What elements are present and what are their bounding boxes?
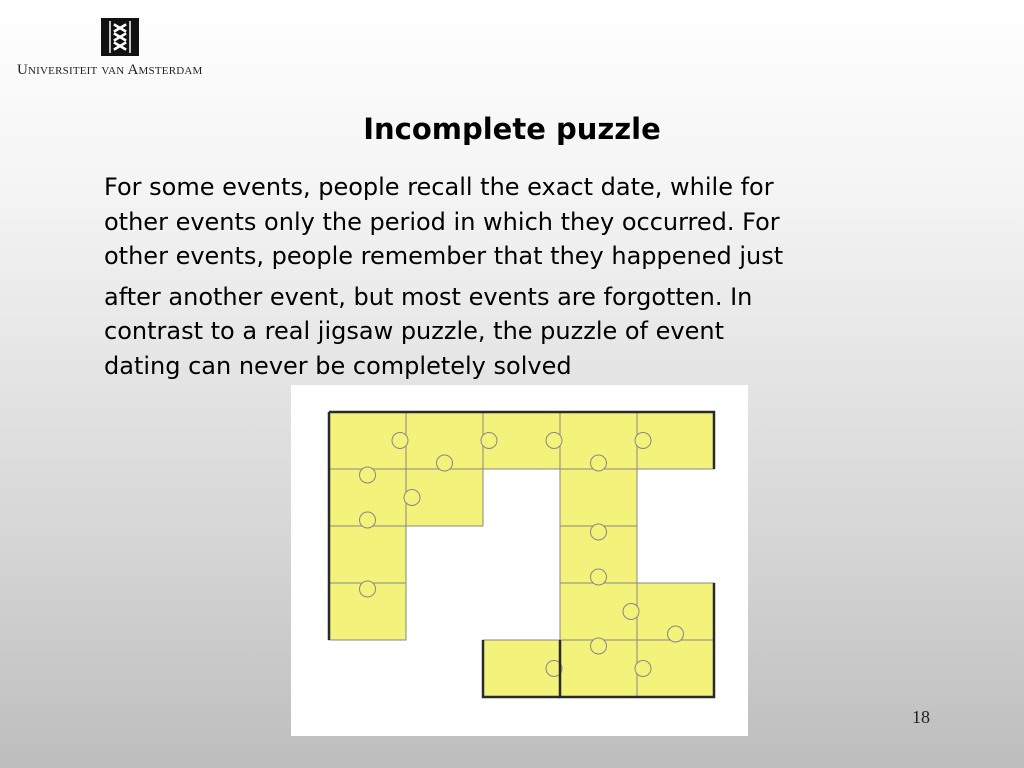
puzzle-knob <box>591 569 607 585</box>
puzzle-knob <box>635 661 651 677</box>
puzzle-knob <box>481 433 497 449</box>
slide-body-text <box>104 170 934 383</box>
body-line: contrast to a real jigsaw puzzle, the puzzle of event <box>104 317 724 345</box>
puzzle-icon <box>291 385 748 736</box>
puzzle-knob <box>546 433 562 449</box>
crosses-icon <box>108 21 132 53</box>
puzzle-piece <box>560 469 637 526</box>
puzzle-knob <box>591 524 607 540</box>
puzzle-knob <box>360 467 376 483</box>
slide-title: Incomplete puzzle <box>363 112 661 146</box>
puzzle-knob <box>404 490 420 506</box>
puzzle-knob <box>360 581 376 597</box>
puzzle-knob <box>360 512 376 528</box>
body-line: after another event, but most events are forgotten. In <box>104 282 753 311</box>
body-line: other events only the period in which they occurred. For <box>104 207 780 236</box>
puzzle-knob <box>623 604 639 620</box>
puzzle-knob <box>668 626 684 642</box>
puzzle-piece <box>329 526 406 583</box>
puzzle-knob <box>591 455 607 471</box>
body-line: other events, people remember that they happened just <box>104 242 784 270</box>
university-name: Universiteit van Amsterdam <box>17 62 203 78</box>
page-number: 18 <box>912 707 930 727</box>
uva-logo-icon <box>101 18 139 56</box>
puzzle-knob <box>392 433 408 449</box>
body-line: dating can never be completely solved <box>104 351 572 380</box>
puzzle-knob <box>591 638 607 654</box>
body-line: For some events, people recall the exact date, while for <box>104 173 774 201</box>
puzzle-knob <box>635 433 651 449</box>
puzzle-knob <box>437 455 453 471</box>
jigsaw-puzzle-image <box>291 385 748 736</box>
